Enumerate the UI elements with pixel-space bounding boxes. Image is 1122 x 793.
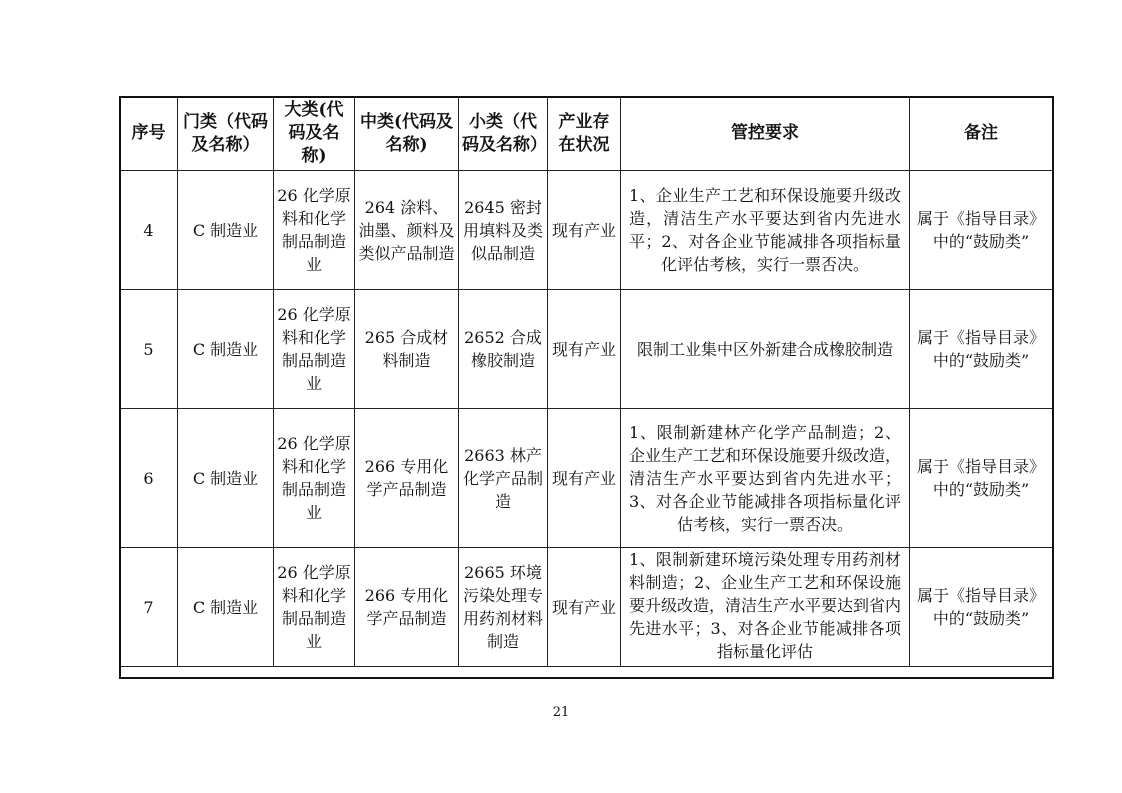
minor-category-cell: 2652 合成橡胶制造 xyxy=(459,290,548,409)
minor-category-cell: 2665 环境污染处理专用药剂材料制造 xyxy=(459,548,548,667)
page-number: 21 xyxy=(552,705,570,720)
table-row xyxy=(120,290,1053,409)
header-remark: 备注 xyxy=(910,97,1053,171)
industry-status-cell: 现有产业 xyxy=(548,290,621,409)
major-category-cell: 26 化学原料和化学制品制造业 xyxy=(274,290,355,409)
header-middle-category: 中类(代码及名称) xyxy=(355,97,459,171)
control-requirement-cell: 1、限制新建林产化学产品制造；2、企业生产工艺和环保设施要升级改造，清洁生产水平要达到省内先进水平；3、对各企业节能减排各项指标量化评估考核，实行一票否决。 xyxy=(621,409,910,548)
remark-cell: 属于《指导目录》中的“鼓励类” xyxy=(910,409,1053,548)
header-industry-status: 产业存在状况 xyxy=(548,97,621,171)
industry-status-cell: 现有产业 xyxy=(548,548,621,667)
table-header-row xyxy=(120,97,1053,171)
middle-category-cell: 266 专用化学产品制造 xyxy=(355,409,459,548)
table-row xyxy=(120,171,1053,290)
serial-number-cell: 7 xyxy=(120,548,178,667)
door-category-cell: C 制造业 xyxy=(178,409,274,548)
remark-cell: 属于《指导目录》中的“鼓励类” xyxy=(910,290,1053,409)
control-requirement-cell: 1、企业生产工艺和环保设施要升级改造，清洁生产水平要达到省内先进水平；2、对各企业节能减排各项指标量化评估考核，实行一票否决。 xyxy=(621,171,910,290)
table-row xyxy=(120,409,1053,548)
middle-category-cell: 265 合成材料制造 xyxy=(355,290,459,409)
door-category-cell: C 制造业 xyxy=(178,171,274,290)
remark-cell: 属于《指导目录》中的“鼓励类” xyxy=(910,548,1053,667)
serial-number-cell: 4 xyxy=(120,171,178,290)
industry-status-cell: 现有产业 xyxy=(548,409,621,548)
middle-category-cell: 266 专用化学产品制造 xyxy=(355,548,459,667)
header-door-category: 门类（代码及名称） xyxy=(178,97,274,171)
remark-cell: 属于《指导目录》中的“鼓励类” xyxy=(910,171,1053,290)
major-category-cell: 26 化学原料和化学制品制造业 xyxy=(274,548,355,667)
header-serial-number: 序号 xyxy=(120,97,178,171)
industry-status-cell: 现有产业 xyxy=(548,171,621,290)
door-category-cell: C 制造业 xyxy=(178,290,274,409)
major-category-cell: 26 化学原料和化学制品制造业 xyxy=(274,171,355,290)
serial-number-cell: 5 xyxy=(120,290,178,409)
header-major-category: 大类(代码及名称) xyxy=(274,97,355,171)
serial-number-cell: 6 xyxy=(120,409,178,548)
minor-category-cell: 2645 密封用填料及类似品制造 xyxy=(459,171,548,290)
control-requirement-cell: 限制工业集中区外新建合成橡胶制造 xyxy=(621,290,910,409)
major-category-cell: 26 化学原料和化学制品制造业 xyxy=(274,409,355,548)
table-row xyxy=(120,548,1053,667)
header-minor-category: 小类（代码及名称） xyxy=(459,97,548,171)
door-category-cell: C 制造业 xyxy=(178,548,274,667)
control-requirement-cell: 1、限制新建环境污染处理专用药剂材料制造；2、企业生产工艺和环保设施要升级改造，清洁生产水平要达到省内先进水平；3、对各企业节能减排各项指标量化评估 xyxy=(621,548,910,667)
middle-category-cell: 264 涂料、油墨、颜料及类似产品制造 xyxy=(355,171,459,290)
industry-control-table xyxy=(119,96,1053,667)
header-control-requirement: 管控要求 xyxy=(621,97,910,171)
minor-category-cell: 2663 林产化学产品制造 xyxy=(459,409,548,548)
